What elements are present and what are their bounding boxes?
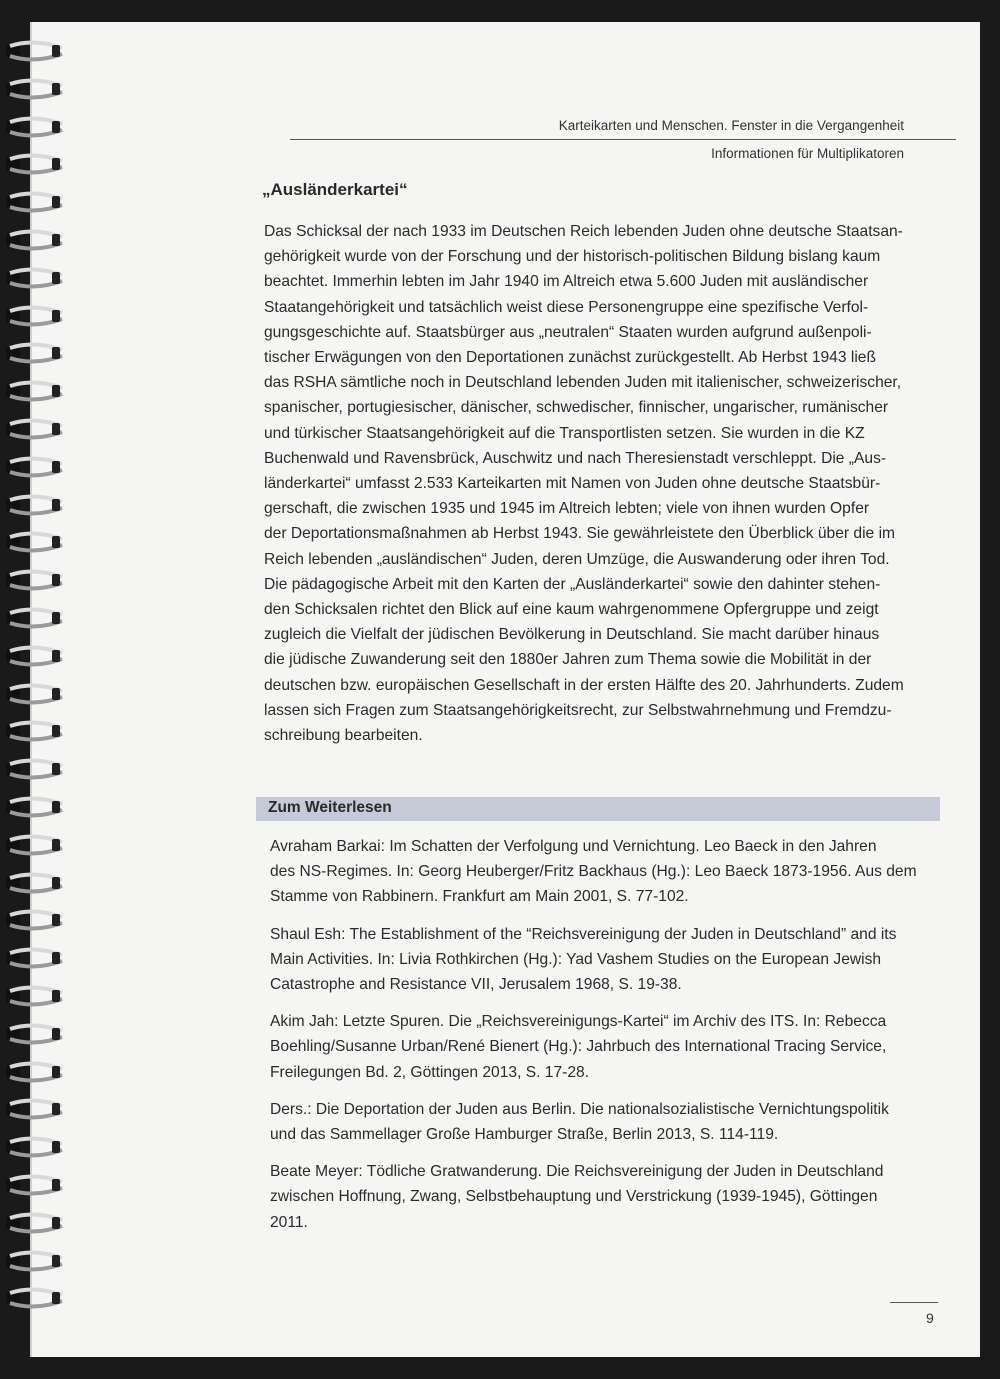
binding-ring: [4, 872, 66, 894]
binding-ring: [4, 494, 66, 516]
binding-ring: [4, 1061, 66, 1083]
binding-ring: [4, 1250, 66, 1272]
header-divider: [290, 139, 956, 140]
reference-item: [270, 834, 930, 910]
reference-list: [270, 834, 930, 1247]
body-line: beachtet. Immerhin lebten im Jahr 1940 im Altreich etwa 5.600 Juden mit ausländischer: [264, 273, 869, 291]
binding-ring: [4, 305, 66, 327]
binding-ring: [4, 531, 66, 553]
reference-line: und das Sammellager Große Hamburger Straße, Berlin 2013, S. 114-119.: [270, 1126, 779, 1144]
body-line: der Deportationsmaßnahmen ab Herbst 1943. Sie gewährleistete den Überblick über die im: [264, 525, 896, 543]
binding-ring: [4, 1098, 66, 1120]
binding-ring: [4, 645, 66, 667]
binding-ring: [4, 607, 66, 629]
section-body: [264, 219, 928, 748]
body-line: die jüdische Zuwanderung seit den 1880er Jahren zum Thema sowie die Mobilität in der: [264, 651, 872, 669]
binding-ring: [4, 569, 66, 591]
binding-ring: [4, 116, 66, 138]
binding-ring: [4, 40, 66, 62]
body-line: das RSHA sämtliche noch in Deutschland lebenden Juden mit italienischer, schweizerischer,: [264, 374, 902, 392]
section-title: „Ausländerkartei“: [262, 180, 408, 199]
body-line: länderkartei“ umfasst 2.533 Karteikarten mit Namen von Juden ohne deutsche Staatsbür-: [264, 475, 881, 493]
binding-ring: [4, 229, 66, 251]
body-line: Staatangehörigkeit und tatsächlich weist diese Personengruppe eine spezifische Verfol-: [264, 298, 869, 316]
body-line: tischer Erwägungen von den Deportationen zunächst zurückgestellt. Ab Herbst 1943 ließ: [264, 349, 876, 367]
reference-line: Stamme von Rabbinern. Frankfurt am Main 2001, S. 77-102.: [270, 888, 689, 906]
body-line: lassen sich Fragen zum Staatsangehörigkeitsrecht, zur Selbstwahrnehmung und Fremdzu-: [264, 701, 892, 719]
binding-ring: [4, 1212, 66, 1234]
reference-line: Avraham Barkai: Im Schatten der Verfolgung und Vernichtung. Leo Baeck in den Jahren: [270, 838, 877, 855]
reference-line: Freilegungen Bd. 2, Göttingen 2013, S. 17-28.: [270, 1063, 590, 1081]
binding-ring: [4, 796, 66, 818]
reference-item: [270, 1097, 930, 1147]
body-line: gerschaft, die zwischen 1935 und 1945 im Altreich lebten; viele von ihnen wurden Opfer: [264, 500, 870, 518]
spiral-binding: [0, 40, 70, 1340]
binding-ring: [4, 1287, 66, 1309]
binding-ring: [4, 342, 66, 364]
binding-ring: [4, 683, 66, 705]
body-line: den Schicksalen richtet den Blick auf eine kaum wahrgenommene Opfergruppe und zeigt: [264, 601, 879, 619]
body-line: zugleich die Vielfalt der jüdischen Bevölkerung in Deutschland. Sie macht darüber hinaus: [264, 626, 880, 644]
reference-line: Akim Jah: Letzte Spuren. Die „Reichsvereinigungs-Kartei“ im Archiv des ITS. In: Rebecca: [270, 1013, 887, 1031]
binding-ring: [4, 78, 66, 100]
binding-ring: [4, 758, 66, 780]
body-line: spanischer, portugiesischer, dänischer, schwedischer, finnischer, ungarischer, rumänischer: [264, 399, 889, 417]
body-line: gungsgeschichte auf. Staatsbürger aus „neutralen“ Staaten wurden aufgrund außenpoli-: [264, 323, 872, 341]
further-reading-header: [256, 797, 940, 821]
binding-ring: [4, 191, 66, 213]
body-line: Das Schicksal der nach 1933 im Deutschen Reich lebenden Juden ohne deutsche Staatsan-: [264, 223, 903, 240]
binding-ring: [4, 720, 66, 742]
binding-ring: [4, 1174, 66, 1196]
binding-ring: [4, 1136, 66, 1158]
body-line: gehörigkeit wurde von der Forschung und der historisch-politischen Bildung bislang kaum: [264, 248, 881, 266]
reference-item: [270, 1009, 930, 1085]
binding-ring: [4, 909, 66, 931]
binding-ring: [4, 985, 66, 1007]
reference-line: des NS-Regimes. In: Georg Heuberger/Fritz Backhaus (Hg.): Leo Baeck 1873-1956. Aus dem: [270, 863, 917, 881]
reference-item: [270, 1159, 930, 1235]
reference-line: zwischen Hoffnung, Zwang, Selbstbehauptung und Verstrickung (1939-1945), Göttingen: [270, 1188, 878, 1206]
binding-ring: [4, 456, 66, 478]
body-line: Reich lebenden „ausländischen“ Juden, deren Umzüge, die Auswanderung oder ihren Tod.: [264, 550, 890, 568]
reference-line: Ders.: Die Deportation der Juden aus Berlin. Die nationalsozialistische Vernichtungspolitik: [270, 1100, 889, 1118]
reference-line: 2011.: [270, 1213, 308, 1231]
binding-ring: [4, 1023, 66, 1045]
reference-item: [270, 922, 930, 998]
running-header-title: Karteikarten und Menschen. Fenster in die Vergangenheit: [558, 118, 904, 133]
binding-ring: [4, 834, 66, 856]
reference-line: Boehling/Susanne Urban/René Bienert (Hg.): Jahrbuch des International Tracing Service,: [270, 1038, 887, 1056]
reference-line: Shaul Esh: The Establishment of the “Reichsvereinigung der Juden in Deutschland” and its: [270, 925, 897, 943]
binding-ring: [4, 418, 66, 440]
page-number: 9: [926, 1310, 934, 1326]
body-line: schreibung bearbeiten.: [264, 727, 423, 745]
running-header-subtitle: Informationen für Multiplikatoren: [711, 146, 904, 161]
body-line: deutschen bzw. europäischen Gesellschaft in der ersten Hälfte des 20. Jahrhunderts. Zudem: [264, 676, 904, 694]
reference-line: Catastrophe and Resistance VII, Jerusalem 1968, S. 19-38.: [270, 976, 682, 994]
body-line: Die pädagogische Arbeit mit den Karten der „Ausländerkartei“ sowie den dahinter stehen-: [264, 575, 881, 593]
reference-line: Beate Meyer: Tödliche Gratwanderung. Die Reichsvereinigung der Juden in Deutschland: [270, 1163, 884, 1181]
binding-ring: [4, 267, 66, 289]
body-line: Buchenwald und Ravensbrück, Auschwitz und nach Theresienstadt verschleppt. Die „Aus-: [264, 449, 887, 467]
further-reading-title: Zum Weiterlesen: [268, 799, 392, 816]
binding-ring: [4, 380, 66, 402]
binding-ring: [4, 947, 66, 969]
footer-divider: [890, 1302, 938, 1303]
body-line: und türkischer Staatsangehörigkeit auf die Transportlisten setzen. Sie wurden in die KZ: [264, 424, 865, 442]
reference-line: Main Activities. In: Livia Rothkirchen (Hg.): Yad Vashem Studies on the European Jewish: [270, 950, 882, 968]
binding-ring: [4, 153, 66, 175]
